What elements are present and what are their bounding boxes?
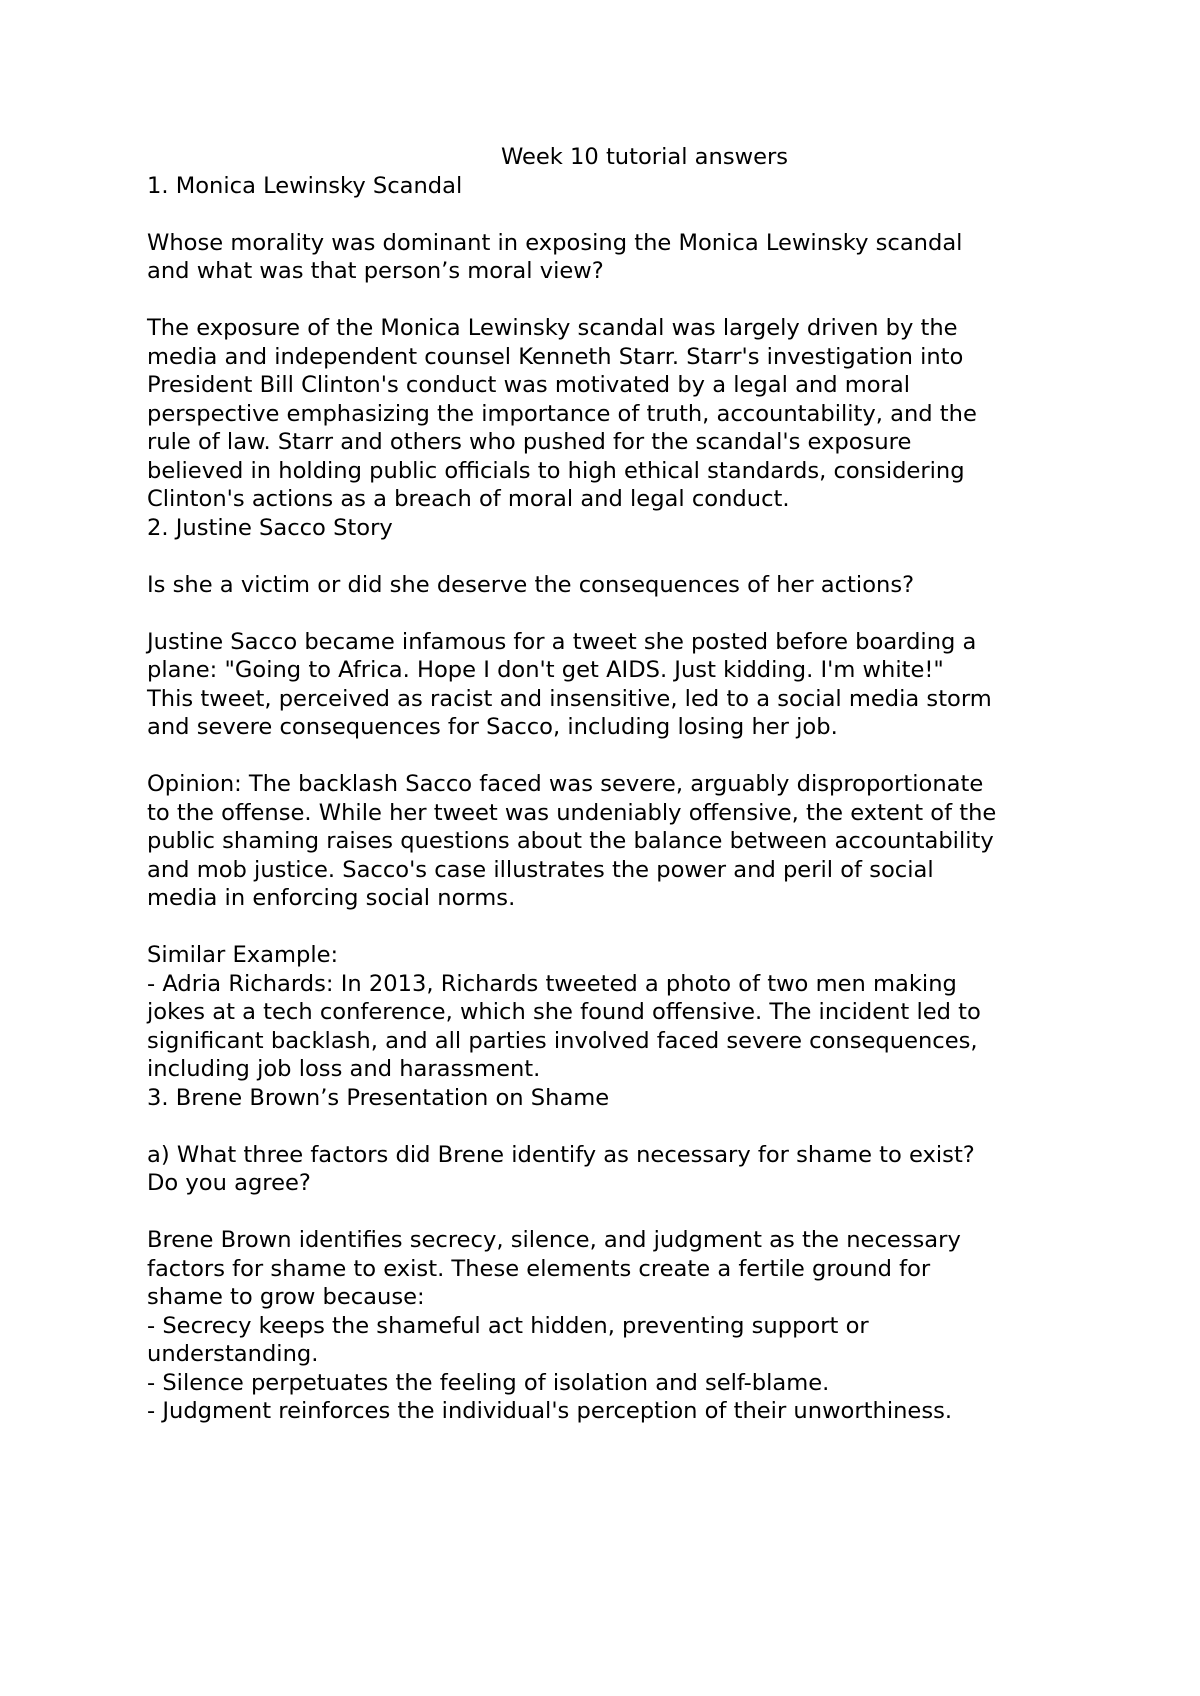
answer-brene-brown: Brene Brown identifies secrecy, silence, and judgment as the necessary factors for shame to exist. These elements create a fertile ground for shame to grow because: bbox=[147, 1227, 961, 1310]
answer-monica-lewinsky: The exposure of the Monica Lewinsky scandal was largely driven by the media and independent counsel Kenneth Starr. Starr's investigation into President Bill Clinton's conduct was motivated by a legal and moral perspective emphasizing the importance of truth, accountability, and the rule of law. Starr and others who pushed for the scandal's exposure believed in holding public officials to high ethical standards, considering Clinton's actions as a breach of moral and legal conduct. bbox=[147, 315, 977, 512]
question-justine-sacco: Is she a victim or did she deserve the consequences of her actions? bbox=[147, 571, 915, 598]
section-heading-brene-brown: 3. Brene Brown’s Presentation on Shame bbox=[147, 1084, 610, 1111]
question-monica-lewinsky: Whose morality was dominant in exposing the Monica Lewinsky scandal and what was that person’s moral view? bbox=[147, 229, 963, 284]
document-title: Week 10 tutorial answers bbox=[500, 144, 789, 170]
answer-justine-sacco: Justine Sacco became infamous for a tweet she posted before boarding a plane: "Going to Africa. Hope I don't get AIDS. Just kidding. I'm white!" This tweet, perceived as racist and insensitive, led to a social media storm and severe consequences for Sacco, including losing her job. bbox=[147, 628, 992, 740]
similar-example-label: Similar Example: bbox=[147, 942, 339, 968]
bullet-item: - Secrecy keeps the shameful act hidden, preventing support or understanding. bbox=[147, 1312, 869, 1367]
bullet-item: - Silence perpetuates the feeling of isolation and self-blame. bbox=[147, 1369, 830, 1396]
question-brene-brown: a) What three factors did Brene identify as necessary for shame to exist? Do you agree? bbox=[147, 1141, 975, 1196]
bullet-item: - Judgment reinforces the individual's perception of their unworthiness. bbox=[147, 1398, 953, 1424]
document-body bbox=[147, 143, 1082, 1426]
opinion-justine-sacco: Opinion: The backlash Sacco faced was severe, arguably disproportionate to the offense. While her tweet was undeniably offensive, the extent of the public shaming raises questions about the balance between accountability and mob justice. Sacco's case illustrates the power and peril of social media in enforcing social norms. bbox=[147, 771, 997, 911]
similar-example-text: - Adria Richards: In 2013, Richards tweeted a photo of two men making jokes at a tech conference, which she found offensive. The incident led to significant backlash, and all parties involved faced severe consequences, including job loss and harassment. bbox=[147, 970, 981, 1082]
section-heading-justine-sacco: 2. Justine Sacco Story bbox=[147, 514, 393, 541]
section-heading-monica-lewinsky: 1. Monica Lewinsky Scandal bbox=[147, 172, 463, 199]
